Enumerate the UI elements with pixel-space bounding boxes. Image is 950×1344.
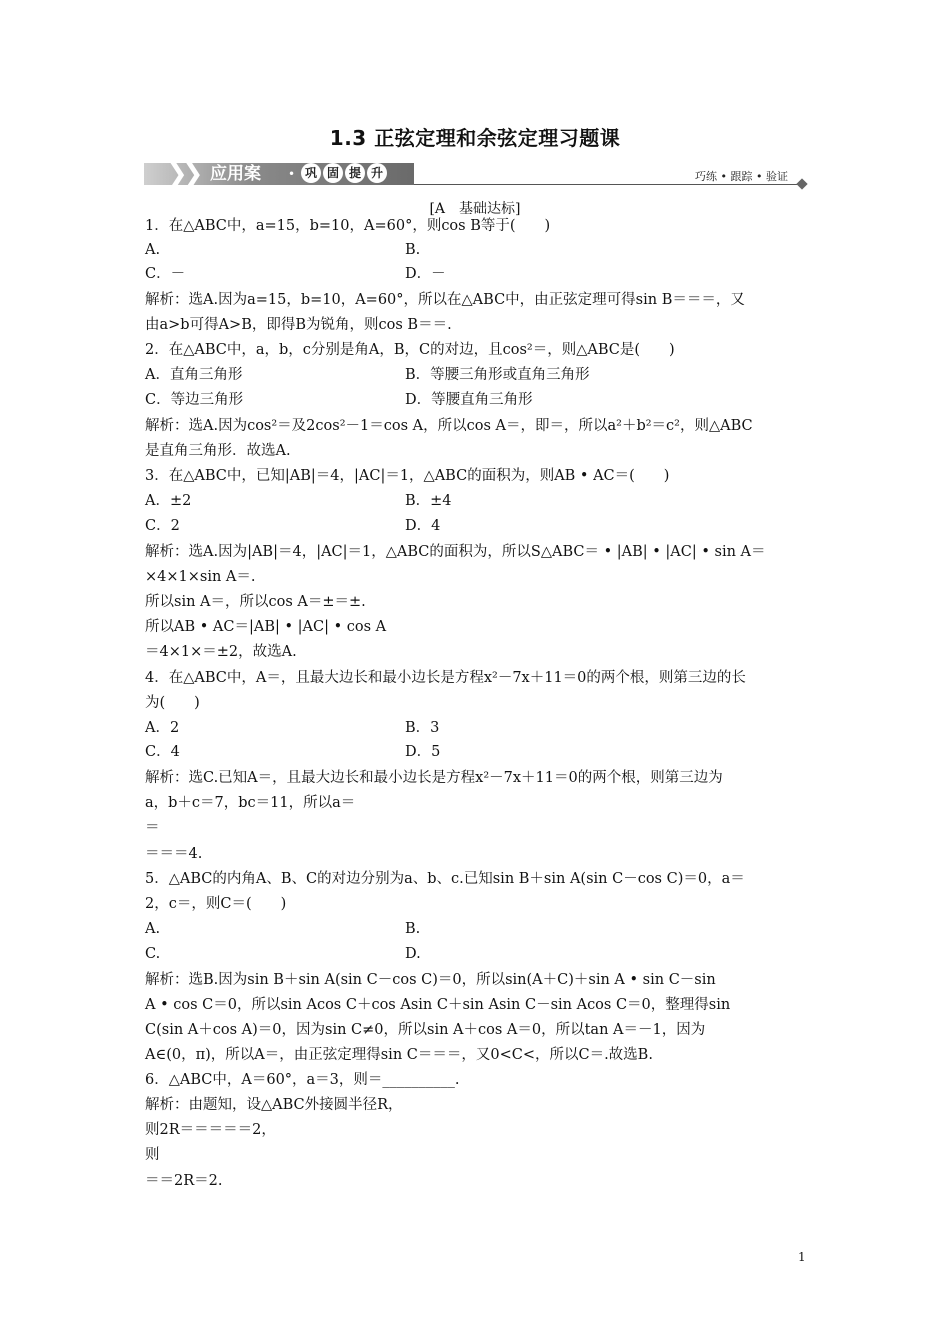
text-line: 3．在△ABC中，已知|AB|＝4，|AC|＝1，△ABC的面积为，则AB • AC＝( ) <box>145 468 670 484</box>
page-number: 1 <box>798 1250 806 1264</box>
text-line: A∈(0，π)，所以A＝，由正弦定理得sin C＝＝＝，又0<C<，所以C＝.故选B. <box>145 1047 653 1063</box>
chevron-right-icon: ❯❯ <box>166 159 198 189</box>
text-line: 则 <box>145 1147 160 1163</box>
text-line: 2，c＝，则C＝( ) <box>145 896 287 912</box>
text-line: C(sin A＋cos A)＝0，因为sin C≠0，所以sin A＋cos A＝0，所以tan A＝－1，因为 <box>145 1022 706 1038</box>
section-heading: [A 基础达标] <box>429 201 521 217</box>
option-text: D．等腰直角三角形 <box>405 392 533 408</box>
text-line: 由a>b可得A>B，即得B为锐角，则cos B＝＝. <box>145 317 452 333</box>
page-title: 1.3 正弦定理和余弦定理习题课 <box>329 126 621 150</box>
option-text: D．－ <box>405 266 446 282</box>
option-text: D．5 <box>405 744 441 760</box>
option-text: B．等腰三角形或直角三角形 <box>405 367 590 383</box>
text-line: 解析：选A.因为a=15，b=10，A=60°，所以在△ABC中，由正弦定理可得sin B＝＝＝，又 <box>145 292 745 308</box>
text-line: A. <box>145 921 161 937</box>
banner-dot: • <box>288 167 296 181</box>
text-line: C．2 <box>145 518 180 534</box>
text-line: 则2R＝＝＝＝＝2， <box>145 1122 276 1138</box>
text-line: A. <box>145 242 161 258</box>
option-text: D．4 <box>405 518 441 534</box>
banner-tags <box>301 163 387 183</box>
banner-title: 应用案 <box>210 164 261 184</box>
text-line: 所以AB • AC＝|AB| • |AC| • cos A <box>145 619 387 635</box>
section-banner <box>144 160 806 192</box>
option-text: B．±4 <box>405 493 452 509</box>
diamond-icon <box>796 178 807 189</box>
banner-subtitle: 巧练 • 跟踪 • 验证 <box>695 170 788 183</box>
text-line: 解析：选A.因为cos²＝及2cos²－1＝cos A，所以cos A＝，即＝，所以a²＋b²＝c²，则△ABC <box>145 418 753 434</box>
text-line: 解析：由题知，设△ABC外接圆半径R， <box>145 1097 403 1113</box>
text-line: ＝4×1×＝±2，故选A. <box>145 644 297 660</box>
text-line: A • cos C＝0，所以sin Acos C＋cos Asin C＋sin Asin C－sin Acos C＝0，整理得sin <box>145 997 731 1013</box>
text-line: 2．在△ABC中，a，b，c分别是角A，B，C的对边，且cos²＝，则△ABC是( ) <box>145 342 675 358</box>
text-line: ＝＝＝4. <box>145 846 203 862</box>
text-line: 所以sin A＝，所以cos A＝±＝±. <box>145 594 366 610</box>
text-line: A．2 <box>145 720 180 736</box>
banner-rule <box>414 184 804 185</box>
banner-tag: 升 <box>367 163 387 183</box>
text-line: 解析：选B.因为sin B＋sin A(sin C－cos C)＝0，所以sin(A＋C)＋sin A • sin C－sin <box>145 972 716 988</box>
text-line: ×4×1×sin A＝. <box>145 569 256 585</box>
banner-tag: 提 <box>345 163 365 183</box>
text-line: 4．在△ABC中，A＝，且最大边长和最小边长是方程x²－7x＋11＝0的两个根，则第三边的长 <box>145 670 746 686</box>
text-line: 5．△ABC的内角A、B、C的对边分别为a、b、c.已知sin B＋sin A(sin C－cos C)＝0，a＝ <box>145 871 745 887</box>
text-line: 是直角三角形．故选A. <box>145 443 291 459</box>
text-line: 解析：选C.已知A＝，且最大边长和最小边长是方程x²－7x＋11＝0的两个根，则第三边为 <box>145 770 723 786</box>
text-line: A．±2 <box>145 493 192 509</box>
text-line: 1．在△ABC中，a=15，b=10，A=60°，则cos B等于( ) <box>145 218 551 234</box>
text-line: C．4 <box>145 744 180 760</box>
text-line: 为( ) <box>145 695 200 711</box>
text-line: ＝＝2R＝2. <box>145 1173 223 1189</box>
text-line: ＝ <box>145 820 160 836</box>
option-text: B. <box>405 242 421 258</box>
text-line: a，b＋c＝7，bc＝11，所以a＝ <box>145 795 356 811</box>
text-line: C．等边三角形 <box>145 392 244 408</box>
banner-tag: 巩 <box>301 163 321 183</box>
text-line: C．－ <box>145 266 186 282</box>
text-line: A．直角三角形 <box>145 367 243 383</box>
text-line: 6．△ABC中，A＝60°，a＝3，则＝__________. <box>145 1072 460 1088</box>
option-text: D. <box>405 946 421 962</box>
option-text: B. <box>405 921 421 937</box>
banner-tag: 固 <box>323 163 343 183</box>
option-text: B．3 <box>405 720 440 736</box>
text-line: 解析：选A.因为|AB|＝4，|AC|＝1，△ABC的面积为，所以S△ABC＝ • |AB| • |AC| • sin A＝ <box>145 544 766 560</box>
text-line: C. <box>145 946 161 962</box>
